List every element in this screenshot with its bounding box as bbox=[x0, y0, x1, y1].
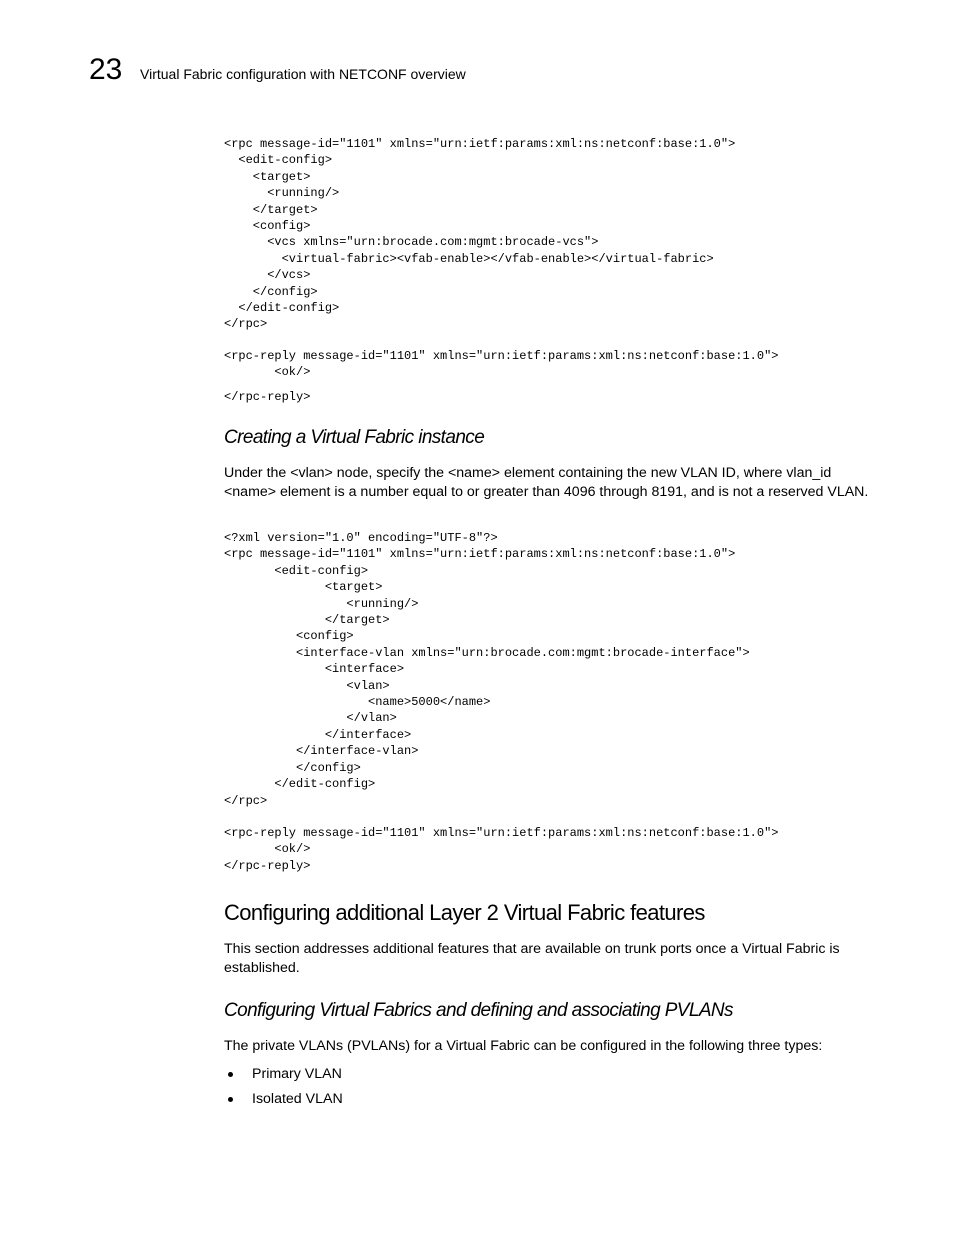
heading-configuring-pvlans: Configuring Virtual Fabrics and defining and associating PVLANs bbox=[224, 1000, 733, 1021]
list-item: Primary VLAN bbox=[224, 1065, 343, 1090]
bullet-icon bbox=[228, 1072, 233, 1077]
chapter-number: 23 bbox=[89, 53, 123, 86]
list-item: Isolated VLAN bbox=[224, 1090, 343, 1115]
pvlan-type-list bbox=[224, 1065, 343, 1115]
heading-configuring-l2-vf-features: Configuring additional Layer 2 Virtual Fabric features bbox=[224, 900, 705, 925]
bullet-icon bbox=[228, 1097, 233, 1102]
heading-creating-vf-instance: Creating a Virtual Fabric instance bbox=[224, 427, 485, 448]
code-block-enable-vfab: <rpc message-id="1101" xmlns="urn:ietf:params:xml:ns:netconf:base:1.0"> <edit-config> <target> <running/> </target> <config> <vcs xmlns="urn:brocade.com:mgmt:brocade-vcs"> <virtual-fabric><vfab-enable></vfab-enable></virtual-fabric> </vcs> </config> </edit-config> </rpc> bbox=[224, 137, 736, 332]
paragraph-configuring-pvlans: The private VLANs (PVLANs) for a Virtual Fabric can be configured in the following three types: bbox=[224, 1038, 823, 1054]
code-block-reply-close: </rpc-reply> bbox=[224, 390, 311, 404]
paragraph-creating-vf-instance: Under the <vlan> node, specify the <name> element containing the new VLAN ID, where vlan_id <name> element is a number equal to or greater than 4096 through 8191, and is not a reserved VLAN. bbox=[224, 465, 869, 500]
paragraph-configuring-l2-vf-features: This section addresses additional features that are available on trunk ports once a Virtual Fabric is established. bbox=[224, 941, 840, 976]
code-block-create-vlan: <?xml version="1.0" encoding="UTF-8"?> <rpc message-id="1101" xmlns="urn:ietf:params:xml:ns:netconf:base:1.0"> <edit-config> <target> <running/> </target> <config> <interface-vlan xmlns="urn:brocade.com:mgmt:brocade-interface"> <interface> <vlan> <name>5000</name> </vlan> </interface> </interface-vlan> </config> </edit-config> </rpc> bbox=[224, 531, 750, 808]
chapter-title: Virtual Fabric configuration with NETCONF overview bbox=[140, 66, 466, 82]
code-block-reply-ok: <rpc-reply message-id="1101" xmlns="urn:ietf:params:xml:ns:netconf:base:1.0"> <ok/> bbox=[224, 349, 779, 380]
code-block-create-vlan-reply: <rpc-reply message-id="1101" xmlns="urn:ietf:params:xml:ns:netconf:base:1.0"> <ok/> </rpc-reply> bbox=[224, 826, 779, 873]
